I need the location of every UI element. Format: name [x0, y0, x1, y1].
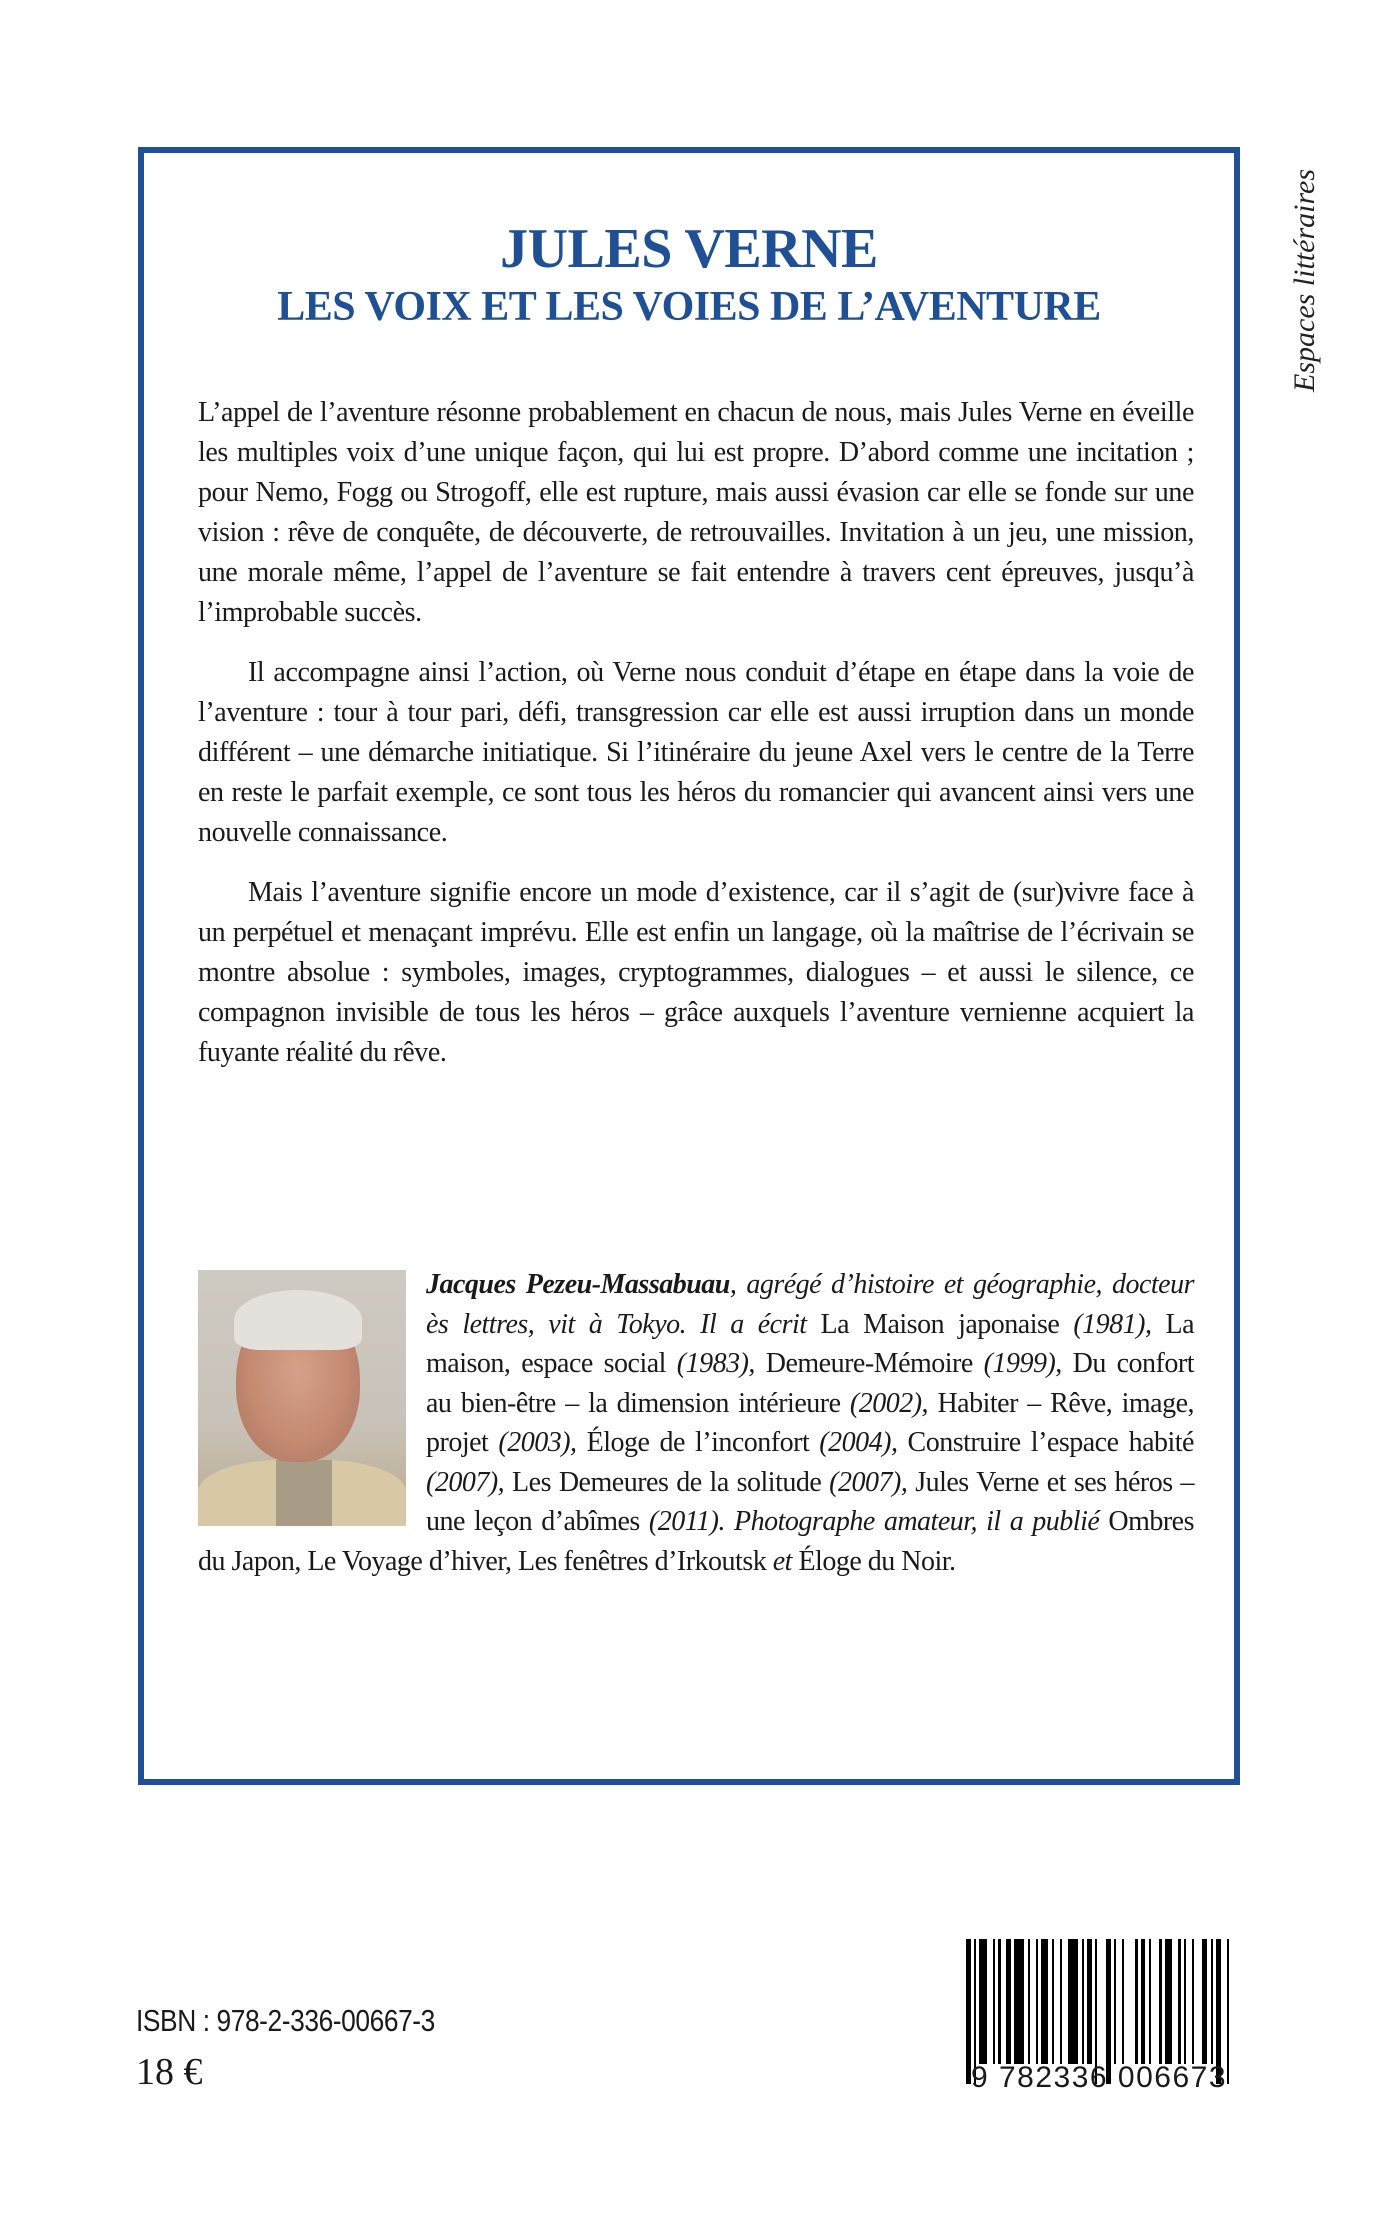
- bio-segment: (1981),: [1073, 1308, 1166, 1340]
- barcode-digits: 9 782336 006673: [970, 2061, 1228, 2094]
- bio-segment: Du confort au bien-être – la dimension intérieure: [426, 1348, 1194, 1419]
- barcode-bar: [1006, 1939, 1011, 2064]
- bio-segment: (2007),: [426, 1466, 513, 1498]
- bio-segment: (2002),: [849, 1387, 938, 1419]
- barcode-bar: [1087, 1939, 1092, 2064]
- barcode-bar: [993, 1939, 995, 2064]
- bio-segment: Demeure-Mémoire: [765, 1348, 984, 1379]
- author-name: Jacques Pezeu-Massabuau: [426, 1269, 730, 1300]
- bio-segment: Ombres du Japon, Le Voyage d’hiver, Les fenêtres d’Irkoutsk: [198, 1506, 1195, 1577]
- barcode-bar: [1041, 1939, 1048, 2064]
- barcode-bar: [1122, 1939, 1124, 2064]
- barcode-bar: [1135, 1939, 1137, 2064]
- barcode-bar: [1060, 1939, 1062, 2064]
- bio-segment: et: [772, 1545, 799, 1577]
- bio-segment: Éloge de l’inconfort: [586, 1427, 820, 1458]
- isbn: ISBN : 978-2-336-00667-3: [136, 2003, 435, 2038]
- bio-segment: , agrégé d’histoire et géographie, docteur ès lettres, vit à Tokyo. Il a écrit: [426, 1269, 1194, 1340]
- barcode-bar: [1052, 1939, 1054, 2064]
- barcode-bar: [1149, 1939, 1151, 2064]
- barcode-bar: [1068, 1939, 1078, 2064]
- barcode-bar: [1114, 1939, 1116, 2064]
- author-photo: [198, 1270, 406, 1526]
- blurb-paragraph: Il accompagne ainsi l’action, où Verne nous conduit d’étape en étape dans la voie de l’aventure : tour à tour pari, défi, transgression car elle est aussi irruption dans un monde différent – une démarche initiatique. Si l’itinéraire du jeune Axel vers le centre de la Terre en reste le parfait exemple, ce sont tous les héros du romancier qui avancent ainsi vers une nouvelle connaissance.: [198, 657, 1194, 848]
- bio-segment: Construire l’espace habité: [907, 1427, 1194, 1458]
- book-subtitle: LES VOIX ET LES VOIES DE L’AVENTURE: [277, 284, 1101, 330]
- bio-segment: (1999),: [983, 1348, 1073, 1379]
- bio-segment: La maison, espace social: [426, 1308, 1194, 1379]
- bio-segment: Les Demeures de la solitude: [512, 1466, 830, 1498]
- barcode-bar: [1141, 1939, 1146, 2064]
- blurb-paragraph: Mais l’aventure signifie encore un mode d’existence, car il s’agit de (sur)vivre face à un perpétuel et menaçant imprévu. Elle est enfin un langage, où la maîtrise de l’écrivain se montre absolue : symboles, images, cryptogrammes, dialogues – et aussi le silence, ce compagnon invisible de tous les héros – grâce auxquels l’aventure vernienne acquiert la fuyante réalité du rêve.: [198, 877, 1194, 1068]
- barcode-bar: [1165, 1939, 1172, 2064]
- barcode-bar: [998, 1939, 1000, 2064]
- bio-segment: Éloge du Noir.: [798, 1545, 956, 1577]
- bio-segment: Habiter – Rêve, image, projet: [426, 1387, 1195, 1458]
- barcode-bar: [1202, 1939, 1207, 2064]
- barcode-bar: [1184, 1939, 1186, 2064]
- bio-segment: (1983),: [676, 1348, 766, 1379]
- bio-segment: La Maison japonaise: [820, 1308, 1074, 1340]
- barcode-bar: [979, 1939, 986, 2064]
- barcode-bar: [1211, 1939, 1213, 2064]
- barcode-bar: [1036, 1939, 1038, 2064]
- barcode-bar: [1028, 1939, 1030, 2064]
- barcode-bar: [1192, 1939, 1194, 2064]
- book-title: JULES VERNE: [500, 218, 878, 280]
- blurb: [198, 393, 1194, 1093]
- barcode-bar: [1159, 1939, 1161, 2064]
- barcode-bar: [1178, 1939, 1180, 2064]
- blurb-paragraph: L’appel de l’aventure résonne probablement en chacun de nous, mais Jules Verne en éveille les multiples voix d’une unique façon, qui lui est propre. D’abord comme une incitation ; pour Nemo, Fogg ou Strogoff, elle est rupture, mais aussi évasion car elle se fonde sur une vision : rêve de conquête, de découverte, de retrouvailles. Invitation à un jeu, une mission, une morale même, l’appel de l’aventure se fait entendre à travers cent épreuves, jusqu’à l’improbable succès.: [198, 397, 1194, 628]
- series-label: Espaces littéraires: [1288, 168, 1321, 392]
- barcode: [966, 1939, 1232, 2095]
- bio-segment: (2003),: [498, 1427, 587, 1458]
- barcode-bar: [1082, 1939, 1084, 2064]
- price: 18 €: [136, 2051, 203, 2093]
- bio-segment: (2011). Photographe amateur, il a publié: [648, 1506, 1109, 1537]
- bio-segment: (2007),: [829, 1466, 916, 1498]
- cover-frame: [138, 147, 1240, 1785]
- bio-segment: (2004),: [819, 1427, 908, 1458]
- bio-segment: Jules Verne et ses héros – une leçon d’abîmes: [426, 1466, 1194, 1537]
- barcode-bar: [1014, 1939, 1024, 2064]
- barcode-bars: [966, 1939, 1232, 2067]
